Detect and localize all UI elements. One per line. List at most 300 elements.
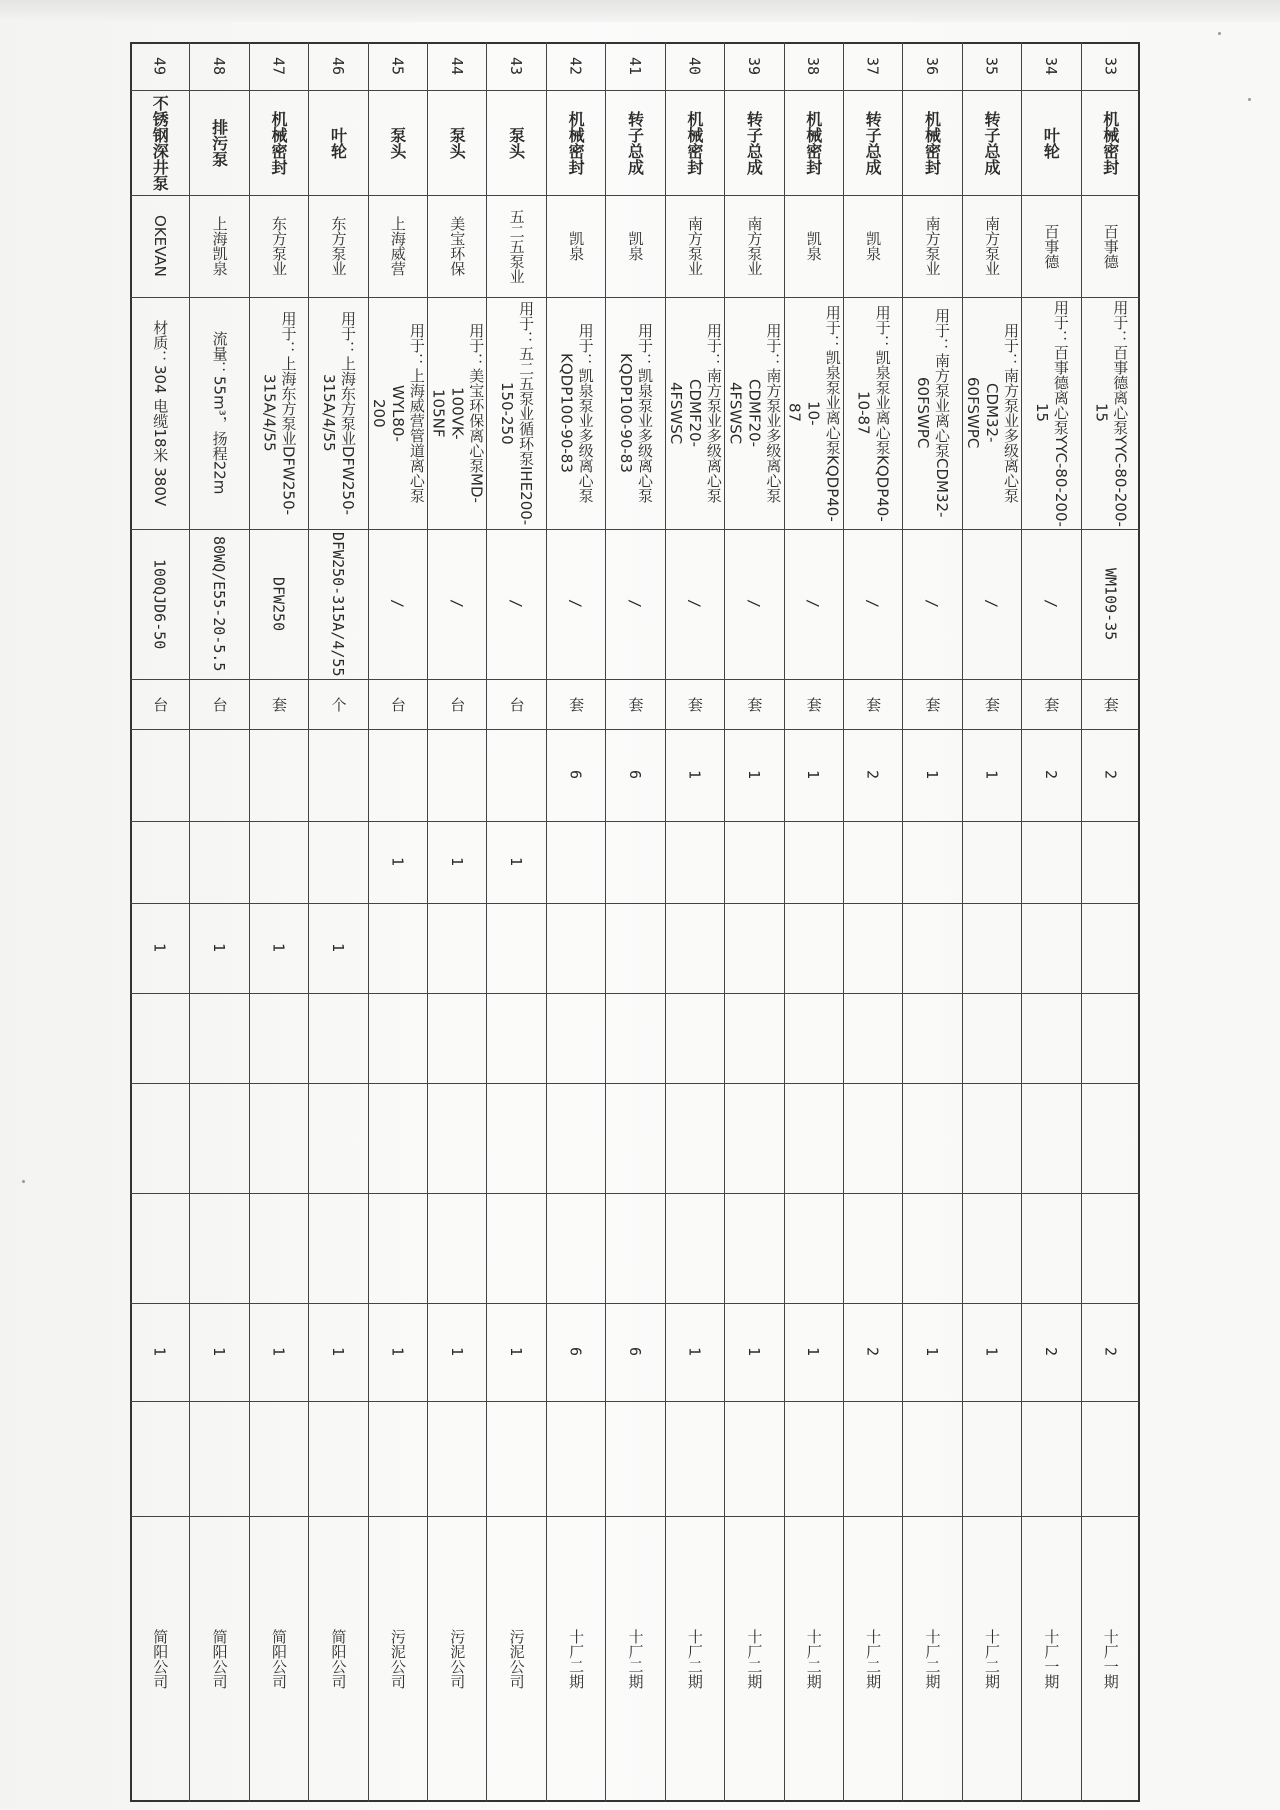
row-35-name: 转子总成 — [981, 110, 1001, 175]
row-45-c1-cell — [368, 729, 427, 821]
row-34-brand-cell — [1021, 195, 1080, 297]
row-37-no: 37 — [863, 56, 882, 76]
row-39-c3-cell — [724, 903, 783, 993]
row-42-name-cell — [546, 90, 605, 195]
row-47-c3: 1 — [269, 943, 288, 953]
row-38-dept: 十厂二期 — [804, 1629, 823, 1689]
row-39-total: 1 — [744, 1347, 763, 1357]
row-43-brand: 五二五泵业 — [507, 208, 526, 284]
row-49-usage-cell — [130, 297, 189, 529]
row-44-dept: 污泥公司 — [448, 1629, 467, 1689]
row-33-brand: 百事德 — [1101, 223, 1120, 269]
row-46-c1-cell — [308, 729, 367, 821]
row-34-total: 2 — [1041, 1347, 1060, 1357]
row-44-usage-cell — [427, 297, 486, 529]
row-39-usage-cell — [724, 297, 783, 529]
row-45-unit: 台 — [388, 696, 407, 712]
row-35-no-cell — [962, 42, 1021, 90]
row-44-brand-cell — [427, 195, 486, 297]
row-34-usage-cell — [1021, 297, 1080, 529]
row-41-total-cell — [605, 1303, 664, 1401]
row-42-model-cell — [546, 529, 605, 679]
row-36-brand-cell — [902, 195, 961, 297]
row-48-total-cell — [189, 1303, 248, 1401]
row-37-brand: 凯泉 — [864, 231, 883, 261]
row-33-c3-cell — [1081, 903, 1140, 993]
row-45-usage-cell — [368, 297, 427, 529]
row-43-unit-cell — [486, 679, 545, 729]
row-48-dept: 简阳公司 — [210, 1629, 229, 1689]
row-38-unit-cell — [784, 679, 843, 729]
row-36-dept-cell — [902, 1516, 961, 1802]
row-42-c1-cell — [546, 729, 605, 821]
row-37-no-cell — [843, 42, 902, 90]
row-43-brand-cell — [486, 195, 545, 297]
row-34-no: 34 — [1041, 56, 1060, 76]
row-33-no-cell — [1081, 42, 1140, 90]
row-36-name-cell — [902, 90, 961, 195]
row-34-dept: 十厂一期 — [1042, 1629, 1061, 1689]
row-49-no: 49 — [150, 56, 169, 76]
row-49-brand-cell — [130, 195, 189, 297]
row-49-c3: 1 — [150, 943, 169, 953]
row-33-c1: 2 — [1101, 770, 1120, 780]
row-35-model: / — [982, 599, 1001, 609]
row-42-brand-cell — [546, 195, 605, 297]
row-48-c2-cell — [189, 821, 248, 903]
row-37-usage: 用于：凯泉泵业离心泵KQDP40- 10-87 — [854, 304, 892, 522]
row-45-dept: 污泥公司 — [388, 1629, 407, 1689]
row-36-total: 1 — [923, 1347, 942, 1357]
row-34-unit-cell — [1021, 679, 1080, 729]
row-34-c2-cell — [1021, 821, 1080, 903]
row-46-name-cell — [308, 90, 367, 195]
row-44-no-cell — [427, 42, 486, 90]
row-46-unit: 个 — [329, 696, 348, 712]
row-36-usage: 用于：南方泵业离心泵CDM32- 60FSWPC — [914, 308, 952, 518]
row-48-no: 48 — [210, 56, 229, 76]
row-48-brand-cell — [189, 195, 248, 297]
row-37-total-cell — [843, 1303, 902, 1401]
scan-top-edge — [0, 0, 1280, 22]
row-41-brand: 凯泉 — [626, 231, 645, 261]
row-48-name-cell — [189, 90, 248, 195]
row-46-no-cell — [308, 42, 367, 90]
row-44-total-cell — [427, 1303, 486, 1401]
row-33-usage-cell — [1081, 297, 1140, 529]
row-43-name: 泵头 — [506, 126, 526, 159]
row-38-no: 38 — [804, 56, 823, 76]
row-45-c2: 1 — [388, 857, 407, 867]
row-34-unit: 套 — [1042, 696, 1061, 712]
row-44-no: 44 — [447, 56, 466, 76]
row-48-model-cell — [189, 529, 248, 679]
row-42-unit: 套 — [567, 696, 586, 712]
row-35-total-cell — [962, 1303, 1021, 1401]
row-37-name: 转子总成 — [863, 110, 883, 175]
row-47-brand: 东方泵业 — [270, 216, 289, 276]
row-39-unit-cell — [724, 679, 783, 729]
row-47-c2-cell — [249, 821, 308, 903]
row-38-brand: 凯泉 — [804, 231, 823, 261]
row-34-usage: 用于：百事德离心泵YYC-80-200-15 — [1032, 299, 1070, 527]
row-34-c1-cell — [1021, 729, 1080, 821]
row-48-no-cell — [189, 42, 248, 90]
row-37-model: / — [863, 599, 882, 609]
row-38-total: 1 — [804, 1347, 823, 1357]
row-37-usage-cell — [843, 297, 902, 529]
row-42-model: / — [566, 599, 585, 609]
row-43-dept: 污泥公司 — [507, 1629, 526, 1689]
row-40-c1-cell — [665, 729, 724, 821]
row-37-unit: 套 — [864, 696, 883, 712]
row-35-dept-cell — [962, 1516, 1021, 1802]
row-41-c2-cell — [605, 821, 664, 903]
row-33-model-cell — [1081, 529, 1140, 679]
row-39-model: / — [744, 599, 763, 609]
row-45-total-cell — [368, 1303, 427, 1401]
row-38-total-cell — [784, 1303, 843, 1401]
row-35-brand-cell — [962, 195, 1021, 297]
row-38-model: / — [804, 599, 823, 609]
row-47-unit: 套 — [270, 696, 289, 712]
row-49-model-cell — [130, 529, 189, 679]
row-47-c1-cell — [249, 729, 308, 821]
row-47-usage-cell — [249, 297, 308, 529]
row-37-c1-cell — [843, 729, 902, 821]
scan-speck — [1248, 98, 1251, 101]
row-44-usage: 用于：美宝环保离心泵MD-100VK- 105NF — [429, 323, 486, 503]
row-34-name: 叶轮 — [1041, 126, 1061, 159]
row-47-brand-cell — [249, 195, 308, 297]
row-35-model-cell — [962, 529, 1021, 679]
row-39-unit: 套 — [745, 696, 764, 712]
row-40-total-cell — [665, 1303, 724, 1401]
row-40-unit: 套 — [685, 696, 704, 712]
row-38-usage-cell — [784, 297, 843, 529]
row-49-name-cell — [130, 90, 189, 195]
row-44-model: / — [447, 599, 466, 609]
row-39-c2-cell — [724, 821, 783, 903]
row-47-name-cell — [249, 90, 308, 195]
row-46-dept: 简阳公司 — [329, 1629, 348, 1689]
row-42-c1: 6 — [566, 770, 585, 780]
row-37-c3-cell — [843, 903, 902, 993]
row-47-total: 1 — [269, 1347, 288, 1357]
row-39-name: 转子总成 — [744, 110, 764, 175]
row-33-usage: 用于：百事德离心泵YYC-80-200-15 — [1092, 299, 1130, 527]
row-40-unit-cell — [665, 679, 724, 729]
row-41-c1-cell — [605, 729, 664, 821]
row-44-name: 泵头 — [447, 126, 467, 159]
grid-line-horizontal — [130, 1083, 1140, 1084]
row-43-c2: 1 — [507, 857, 526, 867]
row-33-model: WM109-35 — [1101, 567, 1120, 641]
row-43-total: 1 — [507, 1347, 526, 1357]
row-42-total: 6 — [566, 1347, 585, 1357]
row-41-unit-cell — [605, 679, 664, 729]
row-34-total-cell — [1021, 1303, 1080, 1401]
row-49-total-cell — [130, 1303, 189, 1401]
row-36-c3-cell — [902, 903, 961, 993]
row-42-dept: 十厂二期 — [567, 1629, 586, 1689]
row-42-total-cell — [546, 1303, 605, 1401]
row-48-dept-cell — [189, 1516, 248, 1802]
row-48-c1-cell — [189, 729, 248, 821]
row-43-c1-cell — [486, 729, 545, 821]
row-43-model: / — [507, 599, 526, 609]
row-38-c2-cell — [784, 821, 843, 903]
row-46-unit-cell — [308, 679, 367, 729]
row-42-dept-cell — [546, 1516, 605, 1802]
row-47-c3-cell — [249, 903, 308, 993]
row-48-usage-cell — [189, 297, 248, 529]
row-41-name-cell — [605, 90, 664, 195]
row-38-no-cell — [784, 42, 843, 90]
row-47-model-cell — [249, 529, 308, 679]
row-39-c1-cell — [724, 729, 783, 821]
row-41-usage: 用于：凯泉泵业多级离心泵 KQDP100-90-83 — [616, 323, 654, 503]
row-36-dept: 十厂二期 — [923, 1629, 942, 1689]
row-40-c2-cell — [665, 821, 724, 903]
row-46-model: DFW250-315A/4/55 — [328, 531, 347, 677]
row-36-c1: 1 — [923, 770, 942, 780]
row-41-total: 6 — [625, 1347, 644, 1357]
row-48-total: 1 — [210, 1347, 229, 1357]
row-43-model-cell — [486, 529, 545, 679]
row-39-dept-cell — [724, 1516, 783, 1802]
row-37-name-cell — [843, 90, 902, 195]
scan-speck — [1218, 32, 1221, 35]
row-44-c1-cell — [427, 729, 486, 821]
row-42-no-cell — [546, 42, 605, 90]
row-45-usage: 用于：上海威营管道离心泵WYL80- 200 — [369, 323, 426, 503]
row-39-usage: 用于：南方泵业多级离心泵CDMF20- 4FSWSC — [726, 323, 783, 503]
row-45-name-cell — [368, 90, 427, 195]
row-45-total: 1 — [388, 1347, 407, 1357]
row-40-no: 40 — [685, 56, 704, 76]
row-40-model-cell — [665, 529, 724, 679]
row-37-brand-cell — [843, 195, 902, 297]
row-36-total-cell — [902, 1303, 961, 1401]
row-37-total: 2 — [863, 1347, 882, 1357]
row-46-brand: 东方泵业 — [329, 216, 348, 276]
row-42-brand: 凯泉 — [567, 231, 586, 261]
row-35-no: 35 — [982, 56, 1001, 76]
row-41-c1: 6 — [625, 770, 644, 780]
row-39-no: 39 — [744, 56, 763, 76]
row-33-name: 机械密封 — [1100, 110, 1120, 175]
row-36-c1-cell — [902, 729, 961, 821]
row-41-usage-cell — [605, 297, 664, 529]
row-39-no-cell — [724, 42, 783, 90]
row-46-no: 46 — [328, 56, 347, 76]
row-40-model: / — [685, 599, 704, 609]
row-38-usage: 用于：凯泉泵业离心泵KQDP40-10- 87 — [785, 304, 842, 522]
row-45-dept-cell — [368, 1516, 427, 1802]
row-44-total: 1 — [447, 1347, 466, 1357]
row-41-dept: 十厂二期 — [626, 1629, 645, 1689]
row-44-c3-cell — [427, 903, 486, 993]
row-47-unit-cell — [249, 679, 308, 729]
row-46-usage: 用于：上海东方泵业DFW250- 315A/4/55 — [319, 310, 357, 516]
row-43-usage: 用于：五二五泵业循环泵IHE200- 150-250 — [498, 300, 536, 526]
row-34-name-cell — [1021, 90, 1080, 195]
row-45-brand: 上海威营 — [388, 216, 407, 276]
row-36-brand: 南方泵业 — [923, 216, 942, 276]
row-35-unit: 套 — [982, 696, 1001, 712]
row-43-no-cell — [486, 42, 545, 90]
row-35-dept: 十厂二期 — [982, 1629, 1001, 1689]
row-42-unit-cell — [546, 679, 605, 729]
row-38-name: 机械密封 — [803, 110, 823, 175]
row-48-model: 80WQ/E55-20-5.5 — [210, 536, 229, 672]
row-42-name: 机械密封 — [566, 110, 586, 175]
row-44-unit-cell — [427, 679, 486, 729]
row-45-c2-cell — [368, 821, 427, 903]
row-49-c3-cell — [130, 903, 189, 993]
row-43-c3-cell — [486, 903, 545, 993]
row-45-model-cell — [368, 529, 427, 679]
row-46-c3-cell — [308, 903, 367, 993]
row-34-model: / — [1041, 599, 1060, 609]
row-38-c1-cell — [784, 729, 843, 821]
row-42-c2-cell — [546, 821, 605, 903]
row-39-brand: 南方泵业 — [745, 216, 764, 276]
row-33-dept-cell — [1081, 1516, 1140, 1802]
row-40-c1: 1 — [685, 770, 704, 780]
row-33-c1-cell — [1081, 729, 1140, 821]
row-43-dept-cell — [486, 1516, 545, 1802]
row-41-unit: 套 — [626, 696, 645, 712]
row-49-name: 不锈钢深井泵 — [150, 94, 170, 191]
row-33-c2-cell — [1081, 821, 1140, 903]
row-49-usage: 材质：304 电缆18米 380V — [151, 319, 170, 507]
row-44-dept-cell — [427, 1516, 486, 1802]
row-39-c1: 1 — [744, 770, 763, 780]
row-46-model-cell — [308, 529, 367, 679]
row-41-no-cell — [605, 42, 664, 90]
row-34-c1: 2 — [1041, 770, 1060, 780]
row-44-c2-cell — [427, 821, 486, 903]
row-42-c3-cell — [546, 903, 605, 993]
row-45-name: 泵头 — [387, 126, 407, 159]
row-47-no-cell — [249, 42, 308, 90]
row-36-unit-cell — [902, 679, 961, 729]
row-37-dept: 十厂二期 — [864, 1629, 883, 1689]
row-46-name: 叶轮 — [328, 126, 348, 159]
row-36-c2-cell — [902, 821, 961, 903]
row-33-dept: 十厂一期 — [1101, 1629, 1120, 1689]
row-46-total-cell — [308, 1303, 367, 1401]
row-35-brand: 南方泵业 — [982, 216, 1001, 276]
row-39-dept: 十厂二期 — [745, 1629, 764, 1689]
row-48-c3: 1 — [210, 943, 229, 953]
row-38-dept-cell — [784, 1516, 843, 1802]
row-35-name-cell — [962, 90, 1021, 195]
row-35-c1-cell — [962, 729, 1021, 821]
row-40-usage-cell — [665, 297, 724, 529]
row-41-model-cell — [605, 529, 664, 679]
row-37-dept-cell — [843, 1516, 902, 1802]
row-33-total-cell — [1081, 1303, 1140, 1401]
row-38-c3-cell — [784, 903, 843, 993]
row-48-brand: 上海凯泉 — [210, 216, 229, 276]
row-49-unit: 台 — [151, 696, 170, 712]
row-44-model-cell — [427, 529, 486, 679]
row-47-dept-cell — [249, 1516, 308, 1802]
row-47-name: 机械密封 — [269, 110, 289, 175]
row-48-name: 排污泵 — [209, 118, 229, 167]
row-45-unit-cell — [368, 679, 427, 729]
row-36-model: / — [923, 599, 942, 609]
row-47-dept: 简阳公司 — [270, 1629, 289, 1689]
row-36-usage-cell — [902, 297, 961, 529]
row-45-c3-cell — [368, 903, 427, 993]
row-44-c2: 1 — [447, 857, 466, 867]
row-49-no-cell — [130, 42, 189, 90]
row-38-unit: 套 — [804, 696, 823, 712]
row-49-total: 1 — [150, 1347, 169, 1357]
row-33-name-cell — [1081, 90, 1140, 195]
grid-line-horizontal — [130, 1193, 1140, 1194]
row-43-usage-cell — [486, 297, 545, 529]
row-46-total: 1 — [328, 1347, 347, 1357]
row-40-brand-cell — [665, 195, 724, 297]
row-40-name: 机械密封 — [684, 110, 704, 175]
row-49-dept-cell — [130, 1516, 189, 1802]
row-41-no: 41 — [625, 56, 644, 76]
row-45-brand-cell — [368, 195, 427, 297]
row-44-name-cell — [427, 90, 486, 195]
grid-line-horizontal — [130, 993, 1140, 994]
row-36-model-cell — [902, 529, 961, 679]
row-49-dept: 简阳公司 — [151, 1629, 170, 1689]
row-49-c1-cell — [130, 729, 189, 821]
row-42-usage-cell — [546, 297, 605, 529]
row-44-unit: 台 — [448, 696, 467, 712]
row-40-name-cell — [665, 90, 724, 195]
row-35-unit-cell — [962, 679, 1021, 729]
row-38-name-cell — [784, 90, 843, 195]
row-40-dept: 十厂二期 — [685, 1629, 704, 1689]
row-39-brand-cell — [724, 195, 783, 297]
row-37-c1: 2 — [863, 770, 882, 780]
row-43-c2-cell — [486, 821, 545, 903]
row-47-no: 47 — [269, 56, 288, 76]
row-37-model-cell — [843, 529, 902, 679]
row-36-name: 机械密封 — [922, 110, 942, 175]
row-48-c3-cell — [189, 903, 248, 993]
row-35-total: 1 — [982, 1347, 1001, 1357]
row-34-dept-cell — [1021, 1516, 1080, 1802]
row-43-no: 43 — [507, 56, 526, 76]
row-43-name-cell — [486, 90, 545, 195]
row-46-c2-cell — [308, 821, 367, 903]
row-47-total-cell — [249, 1303, 308, 1401]
row-46-usage-cell — [308, 297, 367, 529]
row-38-model-cell — [784, 529, 843, 679]
row-41-c3-cell — [605, 903, 664, 993]
row-43-total-cell — [486, 1303, 545, 1401]
row-49-unit-cell — [130, 679, 189, 729]
row-36-unit: 套 — [923, 696, 942, 712]
row-44-brand: 美宝环保 — [448, 216, 467, 276]
row-35-usage-cell — [962, 297, 1021, 529]
row-46-dept-cell — [308, 1516, 367, 1802]
row-40-usage: 用于：南方泵业多级离心泵CDMF20- 4FSWSC — [666, 323, 723, 503]
row-40-dept-cell — [665, 1516, 724, 1802]
